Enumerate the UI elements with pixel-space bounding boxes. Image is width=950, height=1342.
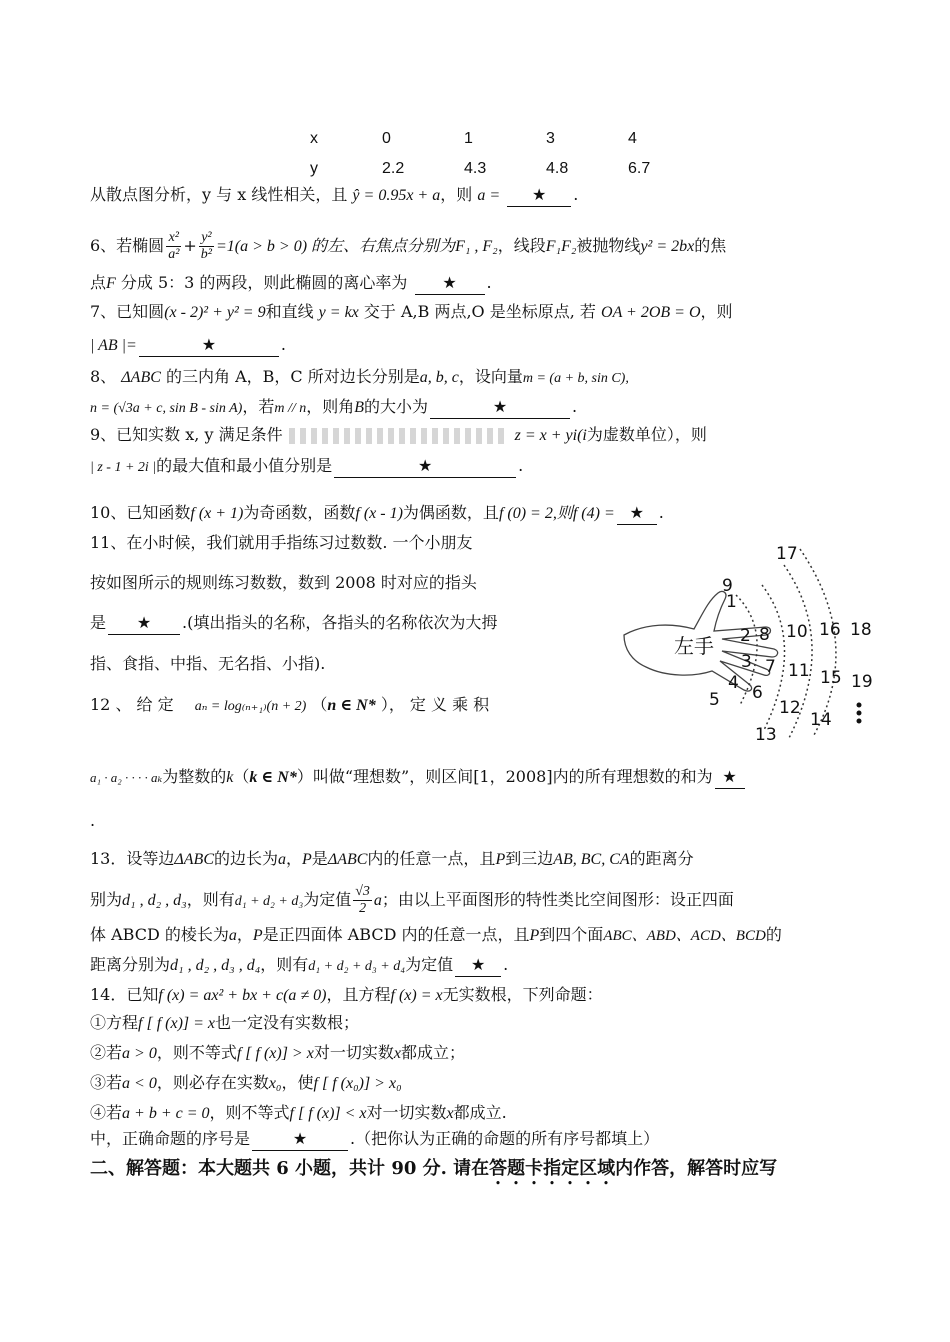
text: . xyxy=(573,185,579,204)
vector-m: m = (a + b, sin C), xyxy=(522,371,629,386)
condition: a > 0 xyxy=(122,1045,157,1062)
edge-length: a xyxy=(373,892,382,909)
text: 的最大值和最小值分别是 xyxy=(156,456,333,475)
text: 8、 xyxy=(90,367,117,386)
text: ，则有 xyxy=(260,955,309,974)
distances: d₁ , d₂ , d₃ , d₄ xyxy=(170,957,261,974)
star-icon: ★ xyxy=(532,185,547,204)
question-7-line-1 xyxy=(90,301,864,324)
segment-length: | AB |= xyxy=(90,337,137,354)
angle: B xyxy=(354,399,365,416)
parabola: y² = 2bx xyxy=(640,238,695,255)
text: 从散点图分析，y 与 x 线性相关，且 xyxy=(90,185,348,204)
question-13-line-1 xyxy=(90,848,864,871)
answer-blank xyxy=(455,954,501,977)
text: . xyxy=(572,397,578,416)
question-8-line-2 xyxy=(90,396,864,420)
section-2-heading xyxy=(90,1158,864,1189)
text: 内的任意一点，且 xyxy=(367,849,496,868)
star-icon: ★ xyxy=(629,503,644,522)
question-11-line-1: 11、在小时候，我们就用手指练习过数数. 一个小朋友 xyxy=(90,533,473,552)
text: ，且方程 xyxy=(326,985,391,1004)
question-13-line-2 xyxy=(90,884,864,917)
sides: AB, BC, CA xyxy=(553,851,630,868)
question-14-item-2 xyxy=(90,1042,864,1065)
count-number: 18 xyxy=(850,620,872,640)
vector-equation: OA + 2OB = O xyxy=(601,304,701,321)
fraction-x2-a2: $\frac{\text{x²}}{\text{a²}}$ xyxy=(168,230,180,262)
text: 中，正确命题的序号是 xyxy=(90,1129,251,1148)
point: P xyxy=(529,927,540,944)
line-equation: y = kx xyxy=(318,304,359,321)
text: . xyxy=(486,273,492,292)
text: ）叫做“理想数”，则区间[1，2008]内的所有理想数的和为 xyxy=(296,767,713,786)
table-cell: x xyxy=(310,130,318,147)
text: . xyxy=(658,503,664,522)
question-13-line-3 xyxy=(90,924,864,947)
variable-k: k xyxy=(226,769,234,786)
question-12-line-3: . xyxy=(90,811,96,830)
point: P xyxy=(495,851,506,868)
question-5-line xyxy=(90,184,864,207)
star-icon: ★ xyxy=(201,335,217,354)
distance-sum: d₁ + d₂ + d₃ + d₄ xyxy=(308,959,406,974)
text: 为定值 xyxy=(405,955,454,974)
text: 也一定没有实数根； xyxy=(215,1013,360,1032)
count-number: 13 xyxy=(755,725,777,745)
star-icon: ★ xyxy=(136,613,152,632)
text: ， xyxy=(286,849,303,868)
text: =1(a > b > 0) 的左、右焦点分别为 xyxy=(216,238,456,255)
text: 7、已知圆 xyxy=(90,302,165,321)
parallel-condition: m // n xyxy=(274,401,307,416)
text: 到三边 xyxy=(505,849,554,868)
text: 14．已知 xyxy=(90,985,159,1004)
star-icon: ★ xyxy=(470,955,486,974)
text: 和直线 xyxy=(265,302,314,321)
text: 到四个面 xyxy=(539,925,604,944)
edge-length: a xyxy=(228,927,237,944)
continuation-dot xyxy=(857,711,862,716)
text: 的焦 xyxy=(694,236,727,255)
text: ，设向量 xyxy=(458,367,523,386)
finger-counting-figure xyxy=(616,535,886,747)
question-14-line-1 xyxy=(90,984,864,1007)
count-number: 15 xyxy=(820,668,842,688)
continuation-dot xyxy=(857,703,862,708)
segment: F₁F₂ xyxy=(545,238,577,255)
text: ， xyxy=(236,925,253,944)
question-13-line-4 xyxy=(90,954,864,978)
count-number: 9 xyxy=(722,576,733,596)
question-11-line-2: 按如图所示的规则练习数数，数到 2008 时对应的指头 xyxy=(90,573,477,592)
text: .(填出指头的名称，各指头的名称依次为大拇 xyxy=(182,613,498,632)
table-cell: 3 xyxy=(546,130,555,147)
text: 对一切实数 xyxy=(313,1043,394,1062)
count-number: 2 xyxy=(740,626,751,646)
equation: f (x) = x xyxy=(390,987,443,1004)
answer-blank xyxy=(415,272,485,295)
table-cell: 4.8 xyxy=(546,160,569,177)
text: 的距离分 xyxy=(629,849,694,868)
count-number: 3 xyxy=(741,652,752,672)
count-number: 19 xyxy=(851,672,873,692)
fraction-sqrt3-over-2 xyxy=(353,884,372,917)
text: 对一切实数 xyxy=(366,1103,447,1122)
faces: ABC、ABD、ACD、BCD xyxy=(603,928,766,944)
count-number: 11 xyxy=(788,661,810,681)
table-cell: 1 xyxy=(464,130,473,147)
text: ，则有 xyxy=(186,890,235,909)
inequality: f [ f (x)] < x xyxy=(289,1105,367,1122)
text: 交于 A,B 两点,O 是坐标原点, 若 xyxy=(363,302,596,321)
numerator: √3 xyxy=(355,884,370,899)
count-arc-4 xyxy=(800,549,836,735)
complex-z: z = x + yi(i xyxy=(514,427,587,444)
continuation-dot xyxy=(857,719,862,724)
text: 是 xyxy=(311,849,328,868)
triangle: ΔABC xyxy=(174,851,214,868)
table-cell: y xyxy=(310,160,318,177)
triangle: ΔABC xyxy=(327,851,368,868)
text: 距离分别为 xyxy=(90,955,171,974)
text: .（把你认为正确的命题的所有序号都填上） xyxy=(350,1129,660,1148)
text: 点 xyxy=(90,273,107,292)
distance-sum: d₁ + d₂ + d₃ xyxy=(234,894,304,909)
inequality: f [ f (x)] > x xyxy=(236,1045,314,1062)
condition: a < 0 xyxy=(122,1075,157,1092)
text: 内作答，解答时应写 xyxy=(615,1158,778,1179)
text: ，则 xyxy=(440,185,473,204)
text: 无实数根，下列命题： xyxy=(442,985,603,1004)
count-number: 16 xyxy=(819,620,841,640)
answer-blank xyxy=(334,455,516,478)
question-12-line-1 xyxy=(90,694,590,718)
text: 是正四面体 ABCD 内的任意一点，且 xyxy=(262,925,530,944)
data-table xyxy=(310,124,710,184)
table-row-y xyxy=(310,154,710,184)
table-cell: 2.2 xyxy=(382,160,405,177)
distances: d₁ , d₂ , d₃ xyxy=(122,892,187,909)
answer-blank xyxy=(252,1128,348,1151)
question-8-line-1 xyxy=(90,366,864,390)
text: （ xyxy=(311,695,328,714)
star-icon: ★ xyxy=(492,397,508,416)
sides: a, b, c xyxy=(419,369,459,386)
text: 二、解答题：本大题共 6 小题，共计 90 分. 请在 xyxy=(90,1158,490,1179)
question-14-item-4 xyxy=(90,1102,864,1125)
star-icon: ★ xyxy=(292,1129,308,1148)
variable-x: x xyxy=(393,1045,401,1062)
text: ③若 xyxy=(90,1073,123,1092)
answer-blank xyxy=(430,396,570,419)
text: 为定值 xyxy=(303,890,352,909)
product: a₁ · a₂ · · · · aₖ xyxy=(90,770,163,785)
star-icon: ★ xyxy=(722,767,737,786)
point: F xyxy=(106,275,116,292)
variable-x0: x₀ xyxy=(268,1075,282,1092)
count-number: 10 xyxy=(786,622,808,642)
text: 13．设等边 xyxy=(90,849,175,868)
count-number: 6 xyxy=(752,683,763,703)
text: ①方程 xyxy=(90,1013,139,1032)
inequality: f [ f (x₀)] > x₀ xyxy=(313,1075,402,1092)
table-cell: 0 xyxy=(382,130,391,147)
text: 被抛物线 xyxy=(576,236,641,255)
text: 10、已知函数 xyxy=(90,503,191,522)
question-14-item-1 xyxy=(90,1012,864,1035)
question-14-item-3 xyxy=(90,1072,864,1095)
text: 的边长为 xyxy=(213,849,278,868)
text: ④若 xyxy=(90,1103,123,1122)
question-12-line-2 xyxy=(90,766,864,789)
function: f (x - 1) xyxy=(355,505,403,522)
text: ；由以上平面图形的特性类比空间图形：设正四面 xyxy=(381,890,734,909)
fraction-y2-b2: $\frac{\text{y²}}{\text{b²}}$ xyxy=(200,230,212,262)
text: ，则不等式 xyxy=(209,1103,290,1122)
text: ，则 xyxy=(700,302,733,321)
answer-blank xyxy=(715,766,745,789)
text: . xyxy=(503,955,509,974)
foci: F₁ , F₂ xyxy=(455,238,498,255)
count-number: 14 xyxy=(810,710,832,730)
text: ，则必存在实数 xyxy=(156,1073,269,1092)
text: 都成立； xyxy=(400,1043,465,1062)
count-number: 1 xyxy=(726,592,737,612)
text: 6、若椭圆 xyxy=(90,236,165,255)
answer-blank xyxy=(617,502,657,525)
variable: a = xyxy=(477,187,501,204)
count-number: 4 xyxy=(728,673,739,693)
text: 的大小为 xyxy=(364,397,429,416)
text: ，则不等式 xyxy=(156,1043,237,1062)
question-14-line-6 xyxy=(90,1128,864,1151)
table-cell: 4 xyxy=(628,130,637,147)
triangle: ΔABC xyxy=(121,369,161,386)
circle-equation: (x - 2)² + y² = 9 xyxy=(164,304,266,321)
condition: a + b + c = 0 xyxy=(122,1105,210,1122)
denominator: 2 xyxy=(359,901,367,916)
sequence-definition: aₙ = log₍ₙ₊₁₎(n + 2) xyxy=(194,699,307,714)
count-number: 5 xyxy=(709,690,720,710)
text: ，使 xyxy=(281,1073,314,1092)
star-icon: ★ xyxy=(418,456,433,475)
text: 为虚数单位），则 xyxy=(586,425,707,444)
question-9-line-1 xyxy=(90,424,864,447)
question-6-line-1: 6、若椭圆 $\frac{\text{x²}}{\text{a²}}$ + $\frac{\text{y²}}{\text{b²}}$ =1(a > b > 0) 的左、右焦点分别为F₁ , F₂，线段F₁F₂被抛物线y² = 2bx的焦 xyxy=(90,230,727,262)
constraint-system-image xyxy=(289,428,509,444)
n-domain: n ∈ N* xyxy=(327,697,376,714)
emphasized-text: 答题卡指定区域 xyxy=(489,1158,616,1179)
text: ，线段 xyxy=(497,236,546,255)
text: 12 、 给 定 xyxy=(90,695,174,714)
k-domain: k ∈ N* xyxy=(249,769,297,786)
question-11-line-3 xyxy=(90,612,590,635)
text: 9、已知实数 x, y 满足条件 xyxy=(90,425,283,444)
text: . xyxy=(280,335,286,354)
hand-label: 左手 xyxy=(674,634,714,658)
regression-equation: ŷ = 0.95x + a xyxy=(352,187,441,204)
text: 为偶函数，且 xyxy=(402,503,499,522)
count-number: 8 xyxy=(759,625,770,645)
text: 体 ABCD 的棱长为 xyxy=(90,925,229,944)
count-number: 12 xyxy=(779,698,801,718)
count-number: 17 xyxy=(776,544,798,564)
function-values: f (0) = 2,则f (4) = xyxy=(498,505,615,522)
function: f (x + 1) xyxy=(190,505,244,522)
text: 都成立. xyxy=(453,1103,507,1122)
answer-blank xyxy=(139,334,279,357)
text: ，则角 xyxy=(306,397,355,416)
question-11-line-4: 指、食指、中指、无名指、小指). xyxy=(90,654,326,673)
question-6-line-2 xyxy=(90,272,864,295)
text: 为奇函数，函数 xyxy=(243,503,356,522)
text: 别为 xyxy=(90,890,123,909)
text: 是 xyxy=(90,613,107,632)
text: . xyxy=(518,456,524,475)
text: 的 xyxy=(765,925,782,944)
table-cell: 6.7 xyxy=(628,160,651,177)
point: P xyxy=(252,927,263,944)
question-10-line xyxy=(90,502,864,525)
modulus: | z - 1 + 2i | xyxy=(90,460,157,475)
text: ）， 定 义 乘 积 xyxy=(380,695,490,714)
star-icon: ★ xyxy=(442,273,457,292)
count-number: 7 xyxy=(765,657,776,677)
text: 分成 5：3 的两段，则此椭圆的离心率为 xyxy=(120,273,408,292)
text: ②若 xyxy=(90,1043,123,1062)
vector-n: n = (√3a + c, sin B - sin A) xyxy=(90,401,243,416)
text: （ xyxy=(233,767,250,786)
table-cell: 4.3 xyxy=(464,160,487,177)
equation: f [ f (x)] = x xyxy=(138,1015,216,1032)
answer-blank xyxy=(108,612,180,635)
edge-length: a xyxy=(278,851,286,868)
variable-x: x xyxy=(446,1105,454,1122)
question-9-line-2 xyxy=(90,455,864,479)
text: 的三内角 A，B，C 所对边长分别是 xyxy=(165,367,420,386)
question-7-line-2 xyxy=(90,334,864,357)
text: 为整数的 xyxy=(162,767,227,786)
text: ，若 xyxy=(242,397,275,416)
table-row-x xyxy=(310,124,710,154)
answer-blank xyxy=(507,184,571,207)
point: P xyxy=(302,851,312,868)
function-definition: f (x) = ax² + bx + c(a ≠ 0) xyxy=(158,987,327,1004)
